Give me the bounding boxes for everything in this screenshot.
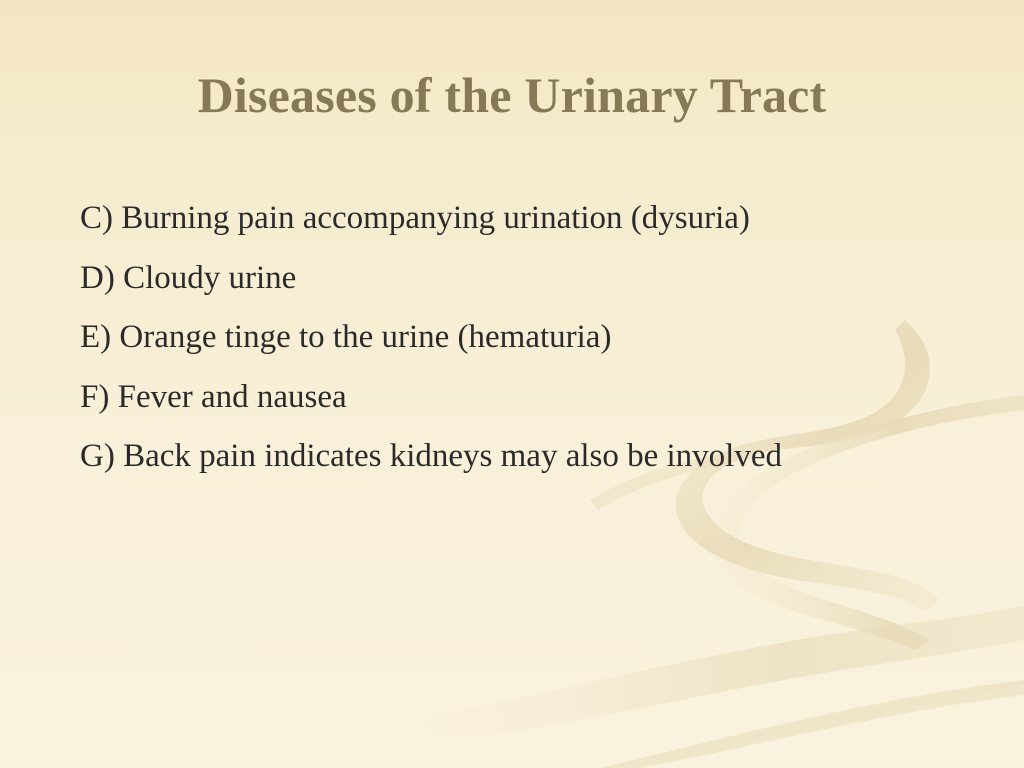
list-item: C) Burning pain accompanying urination (dysuria) — [80, 200, 750, 236]
list-item: G) Back pain indicates kidneys may also be involved — [80, 438, 782, 474]
slide-title: Diseases of the Urinary Tract — [197, 67, 827, 123]
list-item: E) Orange tinge to the urine (hematuria) — [80, 319, 612, 355]
bullet-list — [80, 189, 782, 487]
list-item: D) Cloudy urine — [80, 259, 297, 296]
list-item: F) Fever and nausea — [80, 378, 347, 415]
